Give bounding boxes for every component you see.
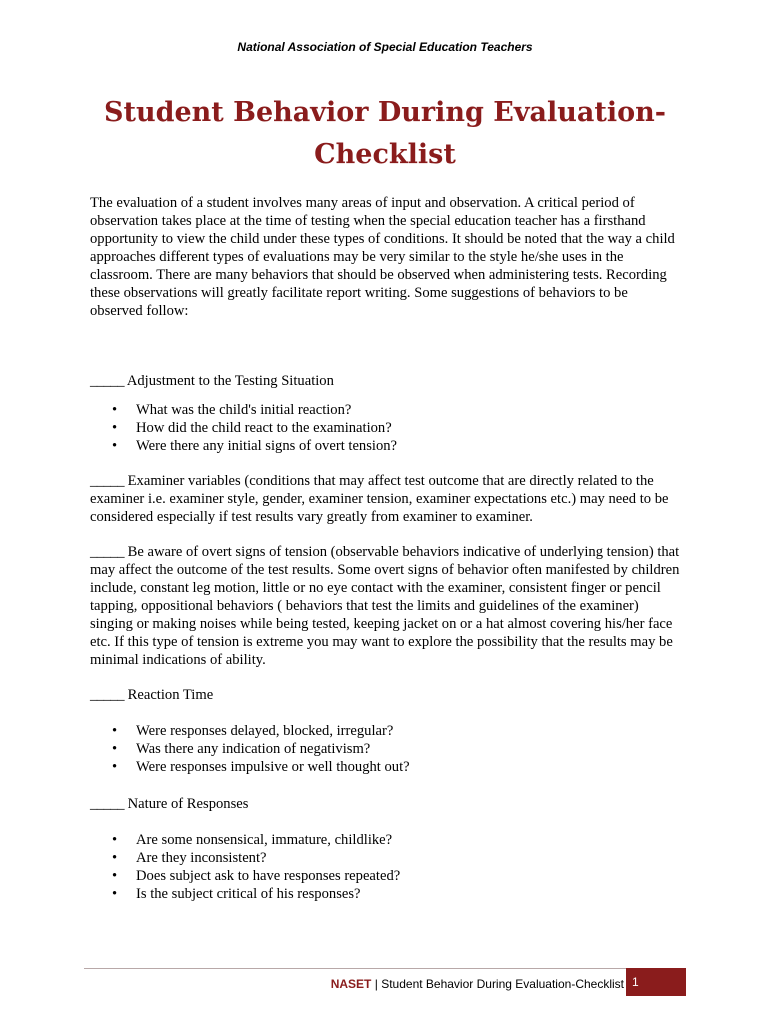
section-heading-text: Reaction Time (127, 687, 214, 703)
bullet-list (90, 831, 682, 903)
list-item: • Does subject ask to have responses repeated? (136, 867, 682, 885)
checkbox-blank[interactable]: _____ (90, 373, 124, 389)
section-reaction-time (90, 686, 682, 704)
list-item: • Were responses impulsive or well thought out? (136, 758, 682, 776)
title-line-1: Student Behavior During Evaluation- (103, 97, 667, 128)
section-examiner-variables (90, 472, 682, 526)
document-body (90, 194, 682, 903)
footer-doc-title: Student Behavior During Evaluation-Checklist (381, 977, 624, 991)
list-item: • Are some nonsensical, immature, childlike? (136, 831, 682, 849)
header-org: National Association of Special Education Teachers (237, 40, 533, 54)
list-item: • Are they inconsistent? (136, 849, 682, 867)
footer-separator: | (374, 977, 378, 991)
list-item: • Is the subject critical of his responses? (136, 885, 682, 903)
list-item: • Was there any indication of negativism? (136, 740, 682, 758)
section-adjustment (90, 372, 682, 390)
page-footer (84, 976, 624, 992)
bullet-list (90, 722, 682, 776)
checkbox-blank[interactable]: _____ (90, 544, 124, 560)
page-number (626, 968, 686, 996)
list-item: • Were there any initial signs of overt tension? (136, 437, 682, 455)
section-heading-text: Be aware of overt signs of tension (observable behaviors indicative of underlying tension) that may affect the outcome of the test results. Some overt signs of behavior often manifested by children include, constant leg motion, little or no eye contact with the examiner, consistent finger or pencil tapping, oppositional behaviors ( behaviors that test the limits and guidelines of the examiner) singing or making noises while being tested, keeping jacket on or a hat almost covering his/her face etc. If this type of tension is extreme you may want to explore the possibility that the results may be minimal indications of ability. (90, 544, 680, 668)
section-heading-text: Adjustment to the Testing Situation (126, 373, 334, 389)
intro-paragraph: The evaluation of a student involves many areas of input and observation. A critical period of observation takes place at the time of testing when the special education teacher has a firsthand opportunity to view the child under these types of conditions. It should be noted that the way a child approaches different types of evaluations may be very similar to the style he/she uses in the classroom. There are many behaviors that should be observed when administering tests. Recording these observations will greatly facilitate report writing. Some suggestions of behaviors to be observed follow: (90, 195, 675, 319)
page-number-text: 1 (632, 975, 639, 989)
list-item: • Were responses delayed, blocked, irregular? (136, 722, 682, 740)
list-item: • How did the child react to the examination? (136, 419, 682, 437)
footer-divider (84, 968, 686, 969)
bullet-list (90, 401, 682, 455)
list-item: • What was the child's initial reaction? (136, 401, 682, 419)
section-overt-tension (90, 543, 682, 669)
footer-org: NASET (330, 977, 372, 991)
checkbox-blank[interactable]: _____ (90, 473, 124, 489)
section-heading-text: Nature of Responses (127, 796, 249, 812)
checkbox-blank[interactable]: _____ (90, 796, 124, 812)
page-header (0, 40, 770, 54)
section-heading-text: Examiner variables (conditions that may affect test outcome that are directly related to the examiner i.e. examiner style, gender, examiner tension, examiner expectations etc.) may need to be considered especially if test results vary greatly from examiner to examiner. (90, 473, 669, 525)
title-line-2: Checklist (314, 139, 456, 170)
section-nature-of-responses (90, 795, 682, 813)
page-title (90, 92, 680, 176)
checkbox-blank[interactable]: _____ (90, 687, 124, 703)
